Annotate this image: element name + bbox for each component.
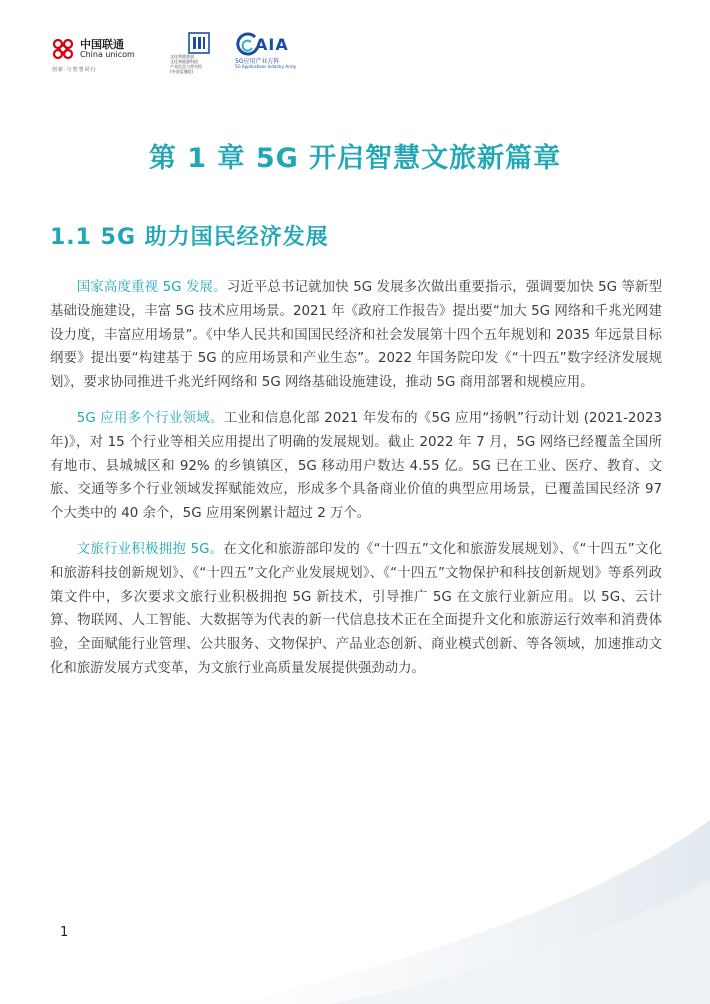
section-title: 1.1 5G 助力国民经济发展	[50, 225, 329, 250]
paragraph-2-text: 工业和信息化部 2021 年发布的《5G 应用“扬帆”行动计划 (2021-2023 年)》，对 15 个行业等相关应用提出了明确的发展规划。截止 2022 年 7 月，5G 网络已经覆盖全国所有地市、县城城区和 92% 的乡镇镇区，5G 移动用户数达 4.55 亿。5G 已在工业、医疗、教育、文旅、交通等多个行业领域发挥赋能效应，形成多个具备商业价值的典型应用场景，已覆盖国民经济 97 个大类中的 40 余个，5G 应用案例累计超过 2 万个。	[50, 410, 662, 522]
aia-name-en: 5G Applications Industry Array	[235, 64, 297, 69]
china-unicom-logo	[50, 30, 160, 73]
caict-line-3: 产业信息与图书馆	[170, 64, 202, 69]
body-text	[50, 276, 662, 693]
caict-logo	[170, 30, 230, 74]
unicom-slogan: 创新·与智慧同行	[52, 67, 97, 73]
unicom-name-cn: 中国联通	[80, 38, 124, 51]
paragraph-3-lead: 文旅行业积极拥抱 5G。	[76, 541, 224, 557]
unicom-knot-icon	[50, 36, 76, 62]
caict-line-1: 文化和旅游部	[170, 54, 194, 59]
paragraph-1	[50, 276, 662, 395]
paragraph-3	[50, 538, 662, 681]
paragraph-1-text: 习近平总书记就加快 5G 发展多次做出重要指示，强调要加快 5G 等新型基础设施建设，丰富 5G 技术应用场景。2021 年《政府工作报告》提出要“加大 5G 网络和千兆光网建设力度，丰富应用场景”。《中华人民共和国国民经济和社会发展第十四个五年规划和 2035 年远景目标纲要》提出要“构建基于 5G 的应用场景和产业生态”。2022 年国务院印发《“十四五”数字经济发展规划》，要求协同推进千兆光纤网络和 5G 网络基础设施建设，推动 5G 商用部署和规模应用。	[50, 280, 662, 391]
unicom-name-en: China unicom	[80, 50, 135, 59]
aia-logo	[235, 30, 325, 70]
caict-mark-icon	[188, 32, 210, 54]
paragraph-1-lead: 国家高度重视 5G 发展。	[76, 280, 227, 295]
paragraph-2-lead: 5G 应用多个行业领域。	[76, 410, 224, 426]
paragraph-2	[50, 407, 662, 526]
paragraph-3-text: 在文化和旅游部印发的《“十四五”文化和旅游发展规划》、《“十四五”文化和旅游科技创新规划》、《“十四五”文化产业发展规划》、《“十四五”文物保护和科技创新规划》等系列政策文件中，多次要求文旅行业积极拥抱 5G 新技术，引导推广 5G 在文旅行业新应用。以 5G、云计算、物联网、人工智能、大数据等为代表的新一代信息技术正在全面提升文化和旅游运行效率和消费体验，全面赋能行业管理、公共服务、文物保护、产品业态创新、商业模式创新、等各领域，加速推动文化和旅游发展方式变革，为文旅行业高质量发展提供强劲动力。	[50, 541, 662, 676]
caict-line-2: 文化和旅游科技	[170, 59, 198, 64]
page-number: 1	[60, 925, 69, 940]
chapter-title: 第 1 章 5G 开启智慧文旅新篇章	[148, 143, 562, 174]
aia-wordmark: AIA	[255, 35, 289, 54]
caict-line-4: (中国信通院)	[170, 69, 194, 74]
aia-name-cn: 5G应用产业方阵	[235, 58, 280, 65]
header-logos	[50, 30, 370, 74]
